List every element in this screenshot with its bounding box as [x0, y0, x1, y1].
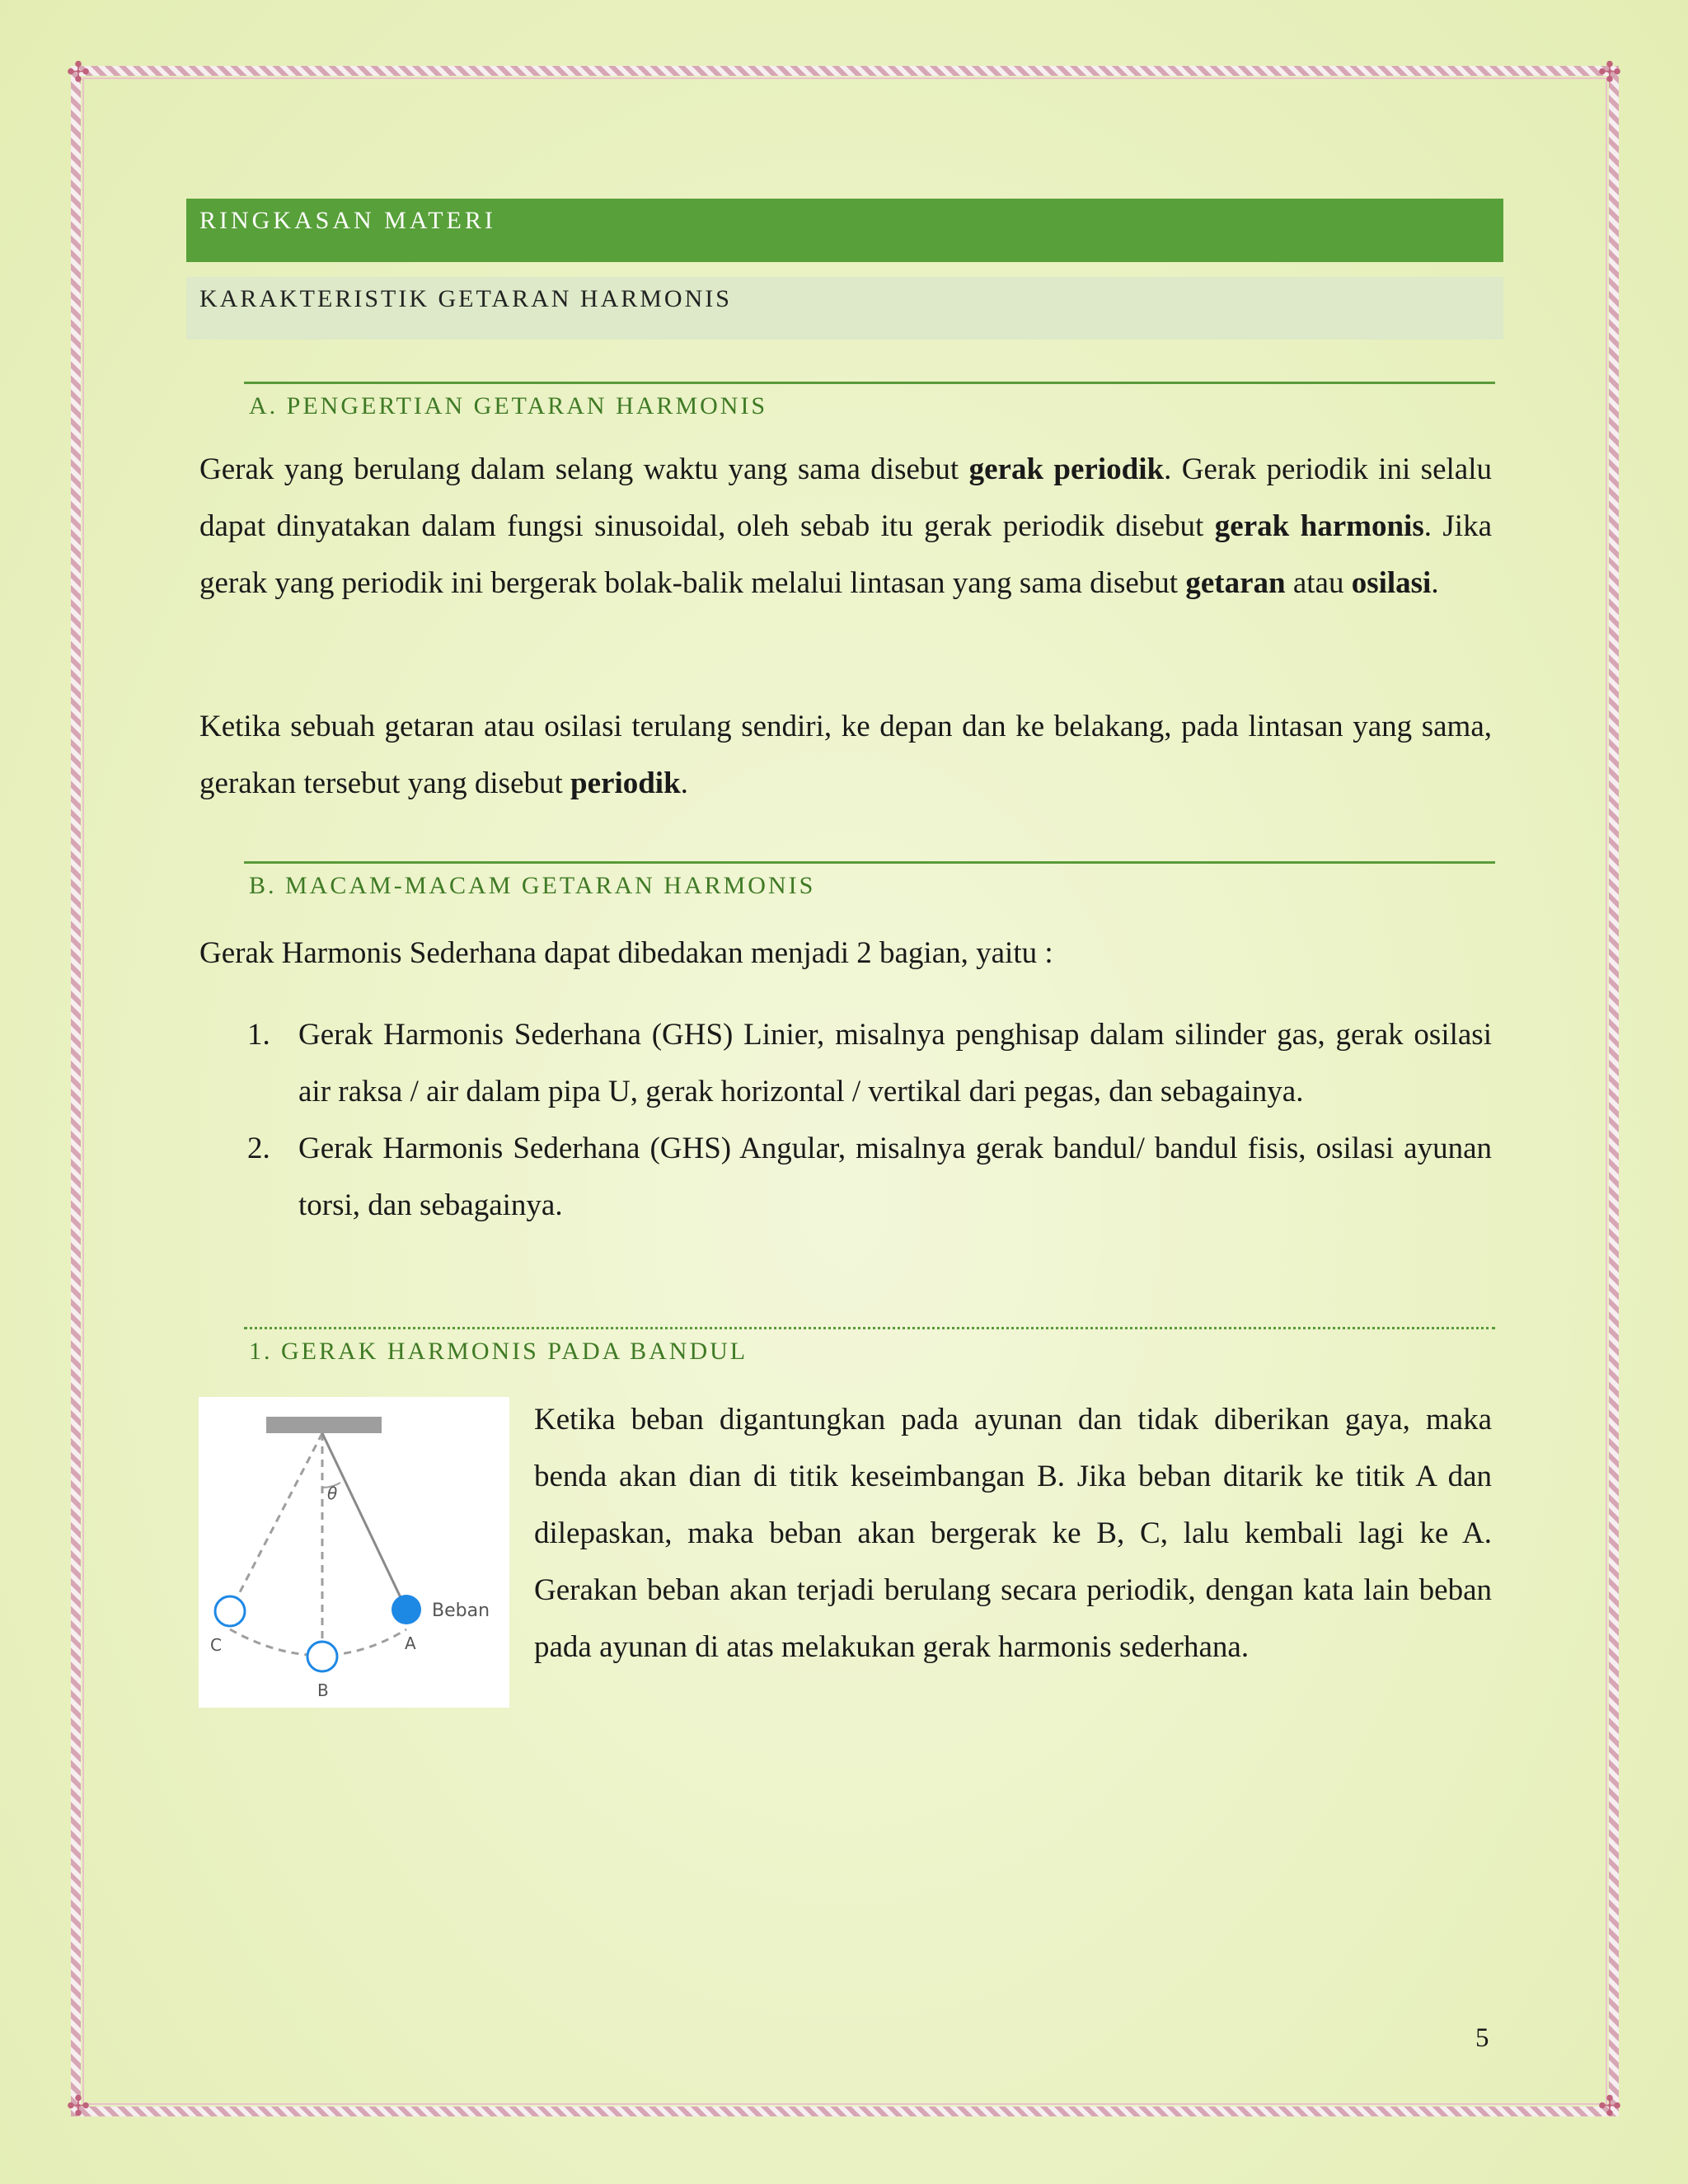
section-b-heading: B. MACAM-MACAM GETARAN HARMONIS [244, 861, 1495, 900]
corner-ornament-icon: ✣ [1597, 58, 1622, 88]
point-a-label: A [405, 1633, 416, 1653]
mass-label: Beban [432, 1601, 490, 1621]
pendulum-figure [199, 1397, 509, 1708]
string-position-c [230, 1433, 322, 1611]
mass-position-a [392, 1595, 421, 1624]
corner-ornament-icon: ✣ [66, 58, 91, 88]
page-number: 5 [1475, 2023, 1489, 2053]
point-c-label: C [210, 1635, 222, 1655]
corner-ornament-icon: ✣ [66, 2092, 91, 2122]
pendulum-diagram [199, 1397, 509, 1708]
list-item: 2. Gerak Harmonis Sederhana (GHS) Angular, misalnya gerak bandul/ bandul fisis, osilasi ayunan torsi, dan sebagainya. [247, 1132, 1492, 1222]
section-a-heading: A. PENGERTIAN GETARAN HARMONIS [244, 382, 1495, 420]
angle-label: θ [327, 1483, 338, 1503]
list-item: 1. Gerak Harmonis Sederhana (GHS) Linier, misalnya penghisap dalam silinder gas, gerak osilasi air raksa / air dalam pipa U, gerak horizontal / vertikal dari pegas, dan sebagainya. [247, 1018, 1492, 1108]
string-position-a [322, 1433, 406, 1610]
section-1-heading: 1. GERAK HARMONIS PADA BANDUL [244, 1327, 1495, 1366]
mass-position-c [215, 1596, 245, 1626]
mass-position-b [307, 1642, 337, 1671]
section-a-paragraph-2: Ketika sebuah getaran atau osilasi terulang sendiri, ke depan dan ke belakang, pada lintasan yang sama, gerakan tersebut yang disebut periodik. [199, 710, 1492, 800]
topic-bar: KARAKTERISTIK GETARAN HARMONIS [186, 277, 1503, 340]
point-b-label: B [317, 1680, 329, 1700]
pendulum-description: Ketika beban digantungkan pada ayunan dan tidak diberikan gaya, maka benda akan dian di titik keseimbangan B. Jika beban ditarik ke titik A dan dilepaskan, maka beban akan bergerak ke B, C, lalu kembali lagi ke A. Gerakan beban akan terjadi berulang secara periodik, dengan kata lain beban pada ayunan di atas melakukan gerak harmonis sederhana. [534, 1403, 1492, 1664]
ghs-list [247, 1006, 1492, 1234]
section-b-intro: Gerak Harmonis Sederhana dapat dibedakan menjadi 2 bagian, yaitu : [199, 936, 1053, 970]
pendulum-support [266, 1417, 382, 1433]
corner-ornament-icon: ✣ [1597, 2092, 1622, 2122]
section-a-paragraph-1: Gerak yang berulang dalam selang waktu yang sama disebut gerak periodik. Gerak periodik ini selalu dapat dinyatakan dalam fungsi sinusoidal, oleh sebab itu gerak periodik disebut gerak harmonis. Jika gerak yang periodik ini bergerak bolak-balik melalui lintasan yang sama disebut getaran atau osilasi. [199, 452, 1493, 600]
summary-bar: RINGKASAN MATERI [186, 199, 1503, 262]
